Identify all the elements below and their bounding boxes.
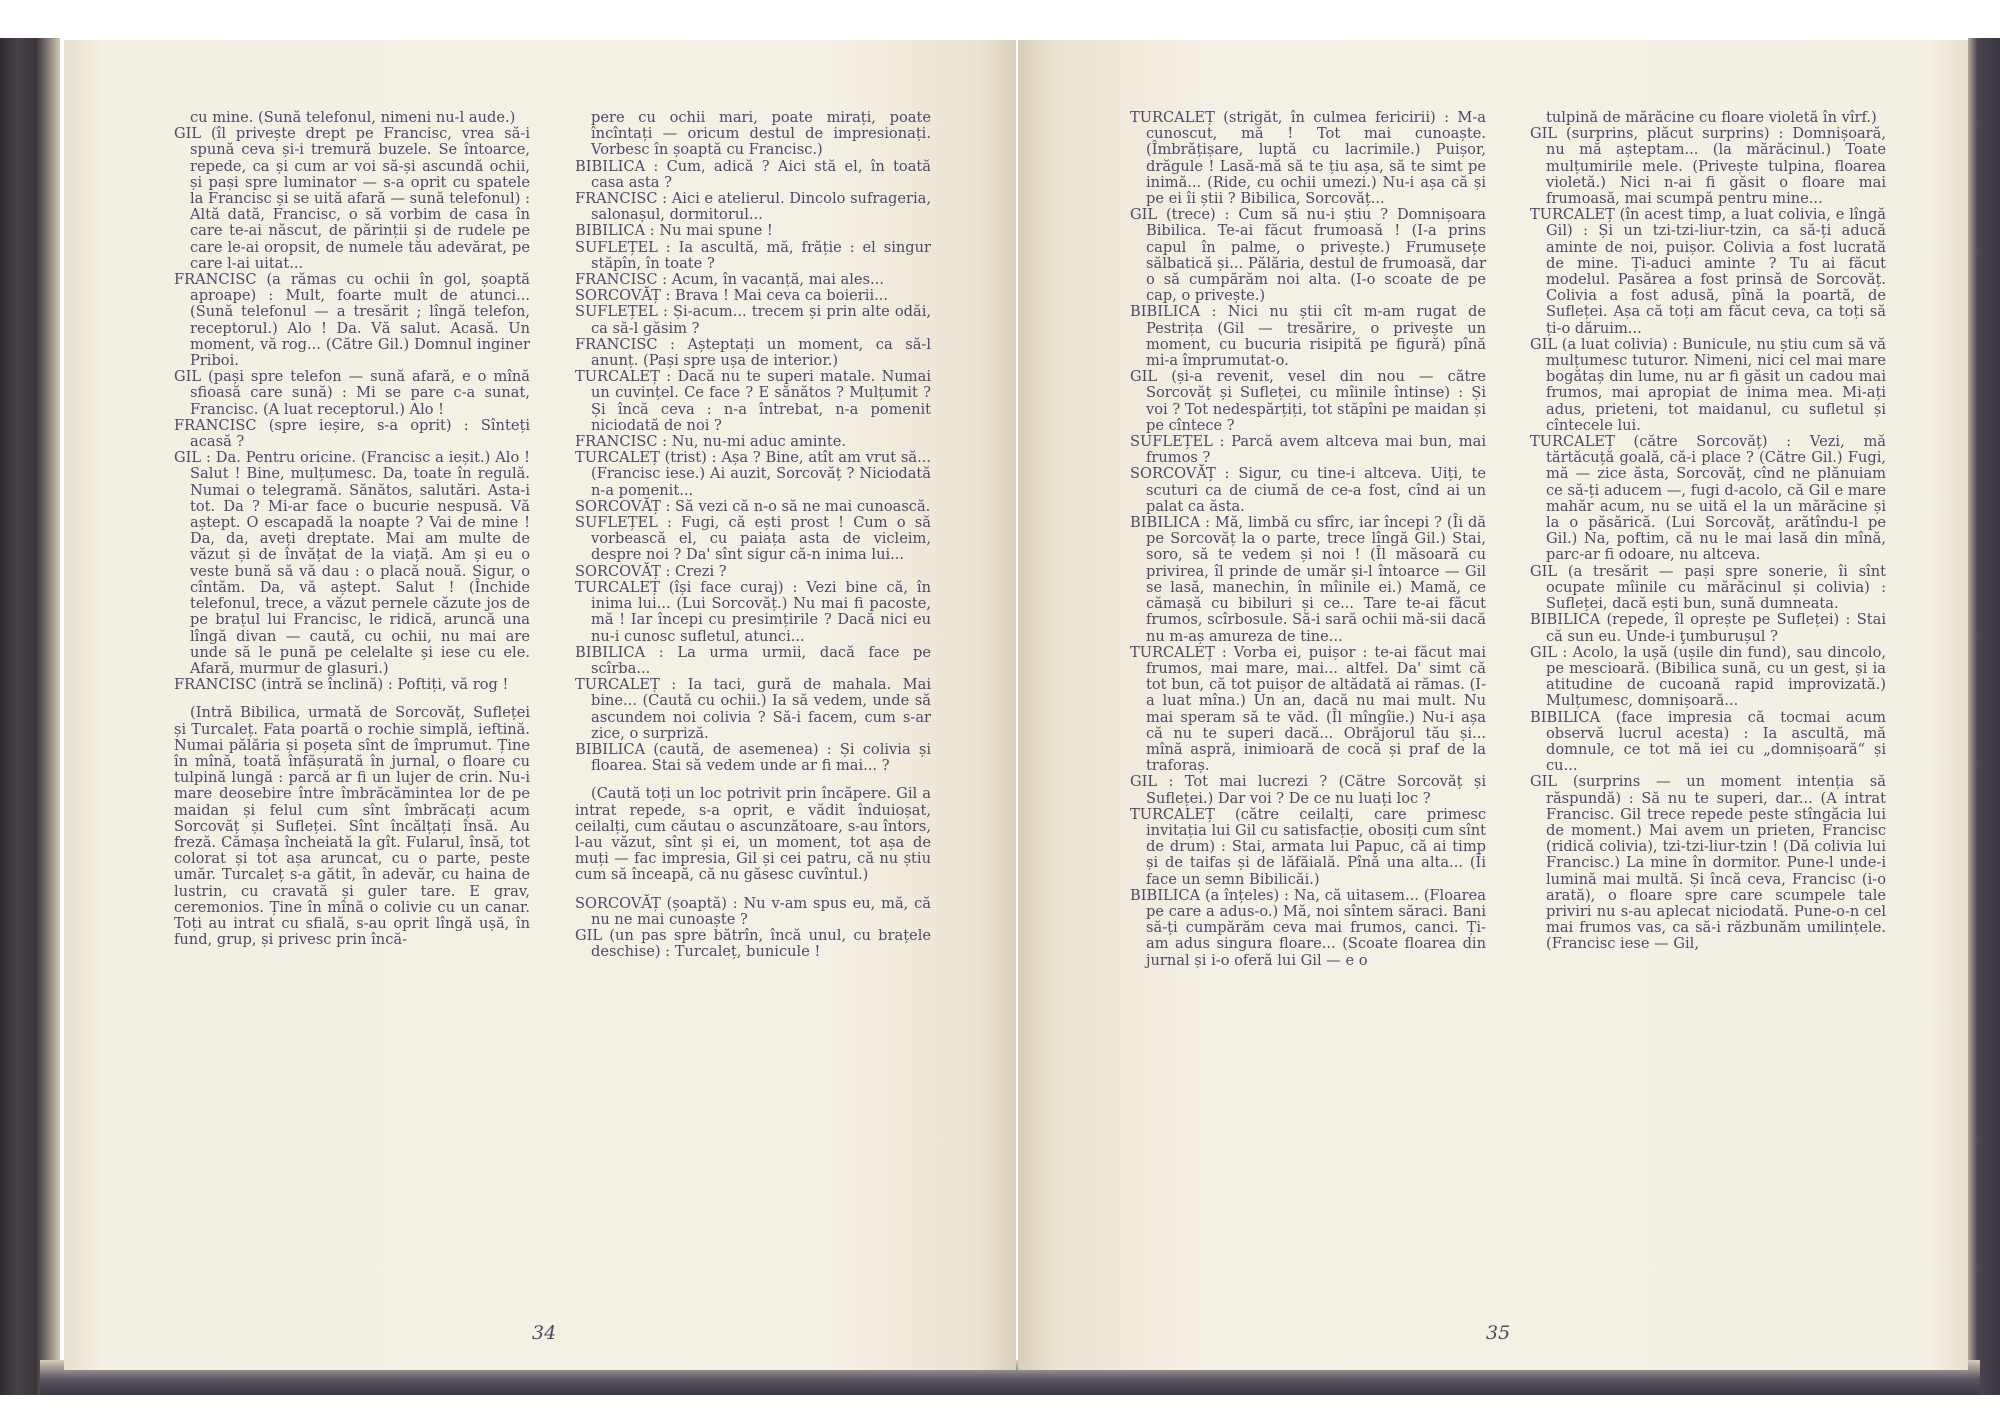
dialogue-line: BIBILICA : Nici nu știi cît m-am rugat de Pestrița (Gil — tresărire, o privește un moment, cu bucuria risipită pe figură) pînă mi-a împrumutat-o.: [1130, 303, 1486, 370]
dialogue-line: FRANCISC (intră se înclină) : Poftiți, vă rog !: [174, 676, 509, 694]
dialogue-line: GIL (pași spre telefon — sună afară, e o mînă sfioasă care sună) : Mi se pare c-a sunat, Francisc. (A luat receptorul.) Alo !: [174, 368, 530, 418]
dialogue-line: SORCOVĂȚ : Brava ! Mai ceva ca boierii...: [575, 287, 889, 305]
stage-direction: (Intră Bibilica, urmată de Sorcovăț, Sufleței și Turcaleț. Fata poartă o rochie simplă, ieftină. Numai pălăria și poșeta sînt de împrumut. Ține în mînă, toată înfășurată în jurnal, o floare cu tulpină lungă : parcă ar fi un lujer de crin. Nu-i mare deosebire între îmbrăcămintea lor de pe maidan și felul cum sînt îmbrăcați acum Sorcovăț și Sufleței. Sînt încălțați însă. Au freză. Cămașa încheiată la gît. Fularul, însă, tot colorat și tot așa aruncat, cu o parte, peste umăr. Turcaleț s-a gătit, în adevăr, cu haina de lustrin, cu cravată și guler tare. E grav, ceremonios. Ține în mînă o colivie cu un canar. Toți au intrat cu sfială, s-au oprit lîngă ușă, în fund, grup, și privesc prin încă-: [174, 704, 530, 949]
dialogue-line: GIL (un pas spre bătrîn, încă unul, cu brațele deschise) : Turcaleț, bunicule !: [575, 926, 931, 961]
dialogue-line: TURCALEȚ (către ceilalți, care primesc invitația lui Gil cu satisfacție, obosiți cum sînt de drum) : Stai, armata lui Papuc, că ai timp și de taifas și de lăfăială. Pînă una alta... (Îi face un semn Bibilicăi.): [1130, 805, 1486, 888]
dialogue-line: FRANCISC (spre ieșire, s-a oprit) : Sînteți acasă ?: [174, 416, 530, 451]
dialogue-line: TURCALEȚ : Dacă nu te superi matale. Numai un cuvințel. Ce face ? E sănătos ? Mulțumit ? Și încă ceva : n-a întrebat, n-a pomenit niciodată de noi ?: [575, 368, 931, 434]
book-cover-left-edge: [0, 38, 60, 1395]
dialogue-line: SORCOVĂȚ (șoaptă) : Nu v-am spus eu, mă, că nu ne mai cunoaște ?: [575, 894, 931, 928]
right-page-column-1: [1130, 110, 1486, 969]
dialogue-line: SORCOVĂȚ : Să vezi că n-o să ne mai cunoască.: [575, 497, 931, 515]
dialogue-line: TURCALEȚ (își face curaj) : Vezi bine că, în inima lui... (Lui Sorcovăț.) Nu mai fi pacoste, mă ! Iar începi cu presimțirile ? Dacă nici eu nu-i cunosc sufletul, atunci...: [575, 578, 931, 645]
left-page-column-1: [174, 110, 530, 960]
dialogue-line: GIL (a tresărit — pași spre sonerie, îi sînt ocupate mîinile cu mărăcinul și colivia) : Sufleței, dacă ești bun, sună dumneata.: [1530, 562, 1886, 613]
dialogue-line: FRANCISC : Aici e atelierul. Dincolo sufrageria, salonașul, dormitorul...: [575, 190, 931, 224]
dialogue-line: BIBILICA (caută, de asemenea) : Și colivia și floarea. Stai să vedem unde ar fi mai... ?: [575, 740, 931, 775]
dialogue-line: GIL (a luat colivia) : Bunicule, nu știu cum să vă mulțumesc tuturor. Nimeni, nici cel mai mare bogătaș din lume, nu ar fi găsit un cadou mai frumos, mai apropiat de inima mea. Mi-ați adus, prieteni, tot maidanul, cu sufletul și cîntecele lui.: [1530, 335, 1886, 434]
dialogue-line: BIBILICA : Nu mai spune !: [575, 222, 773, 240]
dialogue-line: TURCALEȚ (trist) : Așa ? Bine, atît am vrut să... (Francisc iese.) Ai auzit, Sorcovăț ? Niciodată n-a pomenit...: [575, 449, 931, 499]
dialogue-line: GIL (trece) : Cum să nu-i știu ? Domnișoara Bibilica. Te-ai făcut frumoasă ! (I-a prins capul în palme, o privește.) Frumusețe sălbatică și... Pălăria, destul de frumoasă, dar o să cumpărăm noi alta. (I-o scoate de pe cap, o privește.): [1130, 206, 1486, 305]
dialogue-line: BIBILICA (face impresia că tocmai acum observă lucrul acesta) : Ia ascultă, mă domnule, ce tot mă iei cu „domnișoară“ și cu...: [1530, 708, 1886, 775]
left-page-column-2: [575, 110, 931, 960]
dialogue-line: SORCOVĂȚ : Crezi ?: [575, 562, 727, 580]
dialogue-line: SUFLEȚEL : Fugi, că ești prost ! Cum o să vorbească el, cu paiața asta de vicleim, despre noi ? Da' sînt sigur că-n inima lui...: [575, 514, 931, 564]
dialogue-line: TURCALEȚ (în acest timp, a luat colivia, e lîngă Gil) : Și un tzi-tzi-liur-tzin, ca să-ți aducă aminte de noi, puișor. Colivia a fost lucrată de mine. Ți-aduci aminte ? Tu ai făcut modelul. Pasărea a fost prinsă de Sorcovăț. Colivia a fost adusă, pînă la poartă, de Sufleței. Așa că toți am făcut ceva, ca toți să ți-o dăruim...: [1530, 206, 1886, 337]
dialogue-line: SORCOVĂȚ : Sigur, cu tine-i altceva. Uiți, te scuturi ca de ciumă de ce-a fost, cînd ai un palat ca ăsta.: [1130, 465, 1486, 515]
dialogue-line: SUFLEȚEL : Ia ascultă, mă, frăție : el singur stăpîn, în toate ?: [575, 238, 931, 272]
dialogue-line: BIBILICA : Mă, limbă cu sfîrc, iar începi ? (Îi dă pe Sorcovăț la o parte, trece lîngă Gil.) Stai, soro, să te vedem și noi ! (Îl măsoară cu privirea, îl prinde de umăr și-l întoarce — Gil se lasă, manechin, în mîinile ei.) Mamă, ce cămașă cu bibiluri și ce... Tare te-ai făcut frumos, scîrbosule. Să-i sară ochii mă-sii dacă nu m-aș amureza de tine...: [1130, 514, 1486, 645]
dialogue-line: BIBILICA (a înțeles) : Na, că uitasem... (Floarea pe care a adus-o.) Mă, noi sîntem săraci. Bani să-ți cumpărăm ceva mai frumos, canci. Ți-am adus singura floare... (Scoate floarea din jurnal și i-o oferă lui Gil — e o: [1130, 886, 1486, 969]
dialogue-line: TURCALEȚ : Ia taci, gură de mahala. Mai bine... (Caută cu ochii.) Ia să vedem, unde să ascundem noi colivia ? Să-i facem, cum s-ar zice, o surpriză.: [575, 676, 931, 742]
dialogue-line: cu mine. (Sună telefonul, nimeni nu-l aude.): [190, 109, 516, 126]
dialogue-line: FRANCISC : Nu, nu-mi aduc aminte.: [575, 433, 847, 451]
stage-direction: (Caută toți un loc potrivit prin încăpere. Gil a intrat repede, s-a oprit, e vădit înduioșat, ceilalți, cum căutau o ascunzătoare, s-au întors, l-au văzut, sînt și ei, un moment, tot așa de muți — fac impresia, Gil și cei patru, că nu știu cum să înceapă, că nu găsesc cuvîntul.): [575, 785, 931, 884]
left-page: [64, 40, 1016, 1370]
dialogue-line: FRANCISC (a rămas cu ochii în gol, șoaptă aproape) : Mult, foarte mult de atunci... (Sună telefonul — a tresărit ; lîngă telefon, receptorul.) Alo ! Da. Vă salut. Acasă. Un moment, vă rog... (Către Gil.) Domnul inginer Priboi.: [174, 271, 530, 370]
dialogue-line: GIL (surprins, plăcut surprins) : Domnișoară, nu mă așteptam... (la mărăcinul.) Toate mulțumirile mele. (Privește tulpina, floarea violetă.) Nici n-ai fi găsit o floare mai frumoasă, mai scumpă pentru mine...: [1530, 125, 1886, 208]
dialogue-line: FRANCISC : Așteptați un moment, ca să-l anunț. (Pași spre ușa de interior.): [575, 335, 931, 370]
dialogue-line: pere cu ochii mari, poate mirați, poate încîntați — oricum destul de impresionați. Vorbesc în șoaptă cu Francisc.): [591, 109, 931, 159]
dialogue-line: GIL : Da. Pentru oricine. (Francisc a ieșit.) Alo ! Salut ! Bine, mulțumesc. Da, toate în regulă. Numai o telegramă. Sănătos, salutări. Asta-i tot. Da ? Mi-ar face o bucurie nespusă. Vă aștept. O escapadă la noapte ? Vai de mine ! Da, da, aveți dreptate. Mai am multe de văzut și de învățat de la viață. Am și eu o veste bună să vă dau : o placă nouă. Sigur, o cîntăm. Da, vă aștept. Salut ! (Închide telefonul, trece, a văzut pernele căzute jos de pe brațul lui Francisc, le ridică, aruncă una lîngă divan — caută, cu ochii, nu mai are unde să le pună pe celelalte și iese cu ele. Afară, murmur de glasuri.): [174, 449, 530, 677]
dialogue-line: FRANCISC : Acum, în vacanță, mai ales...: [575, 271, 884, 289]
dialogue-line: TURCALEȚ : Vorba ei, puișor : te-ai făcut mai frumos, mai mare, mai... altfel. Da' simt că tot bun, că tot puișor de altădată ai rămas. (I-a luat mîna.) Un an, dacă nu mai mult. Nu mai speram să te văd. (Îl mîngîie.) Nu-i așa că nu te superi dacă... Obrăjorul tău și... mînă aspră, inimioară de cocă și praf de la traforaș.: [1130, 643, 1486, 775]
dialogue-line: SUFLEȚEL : Parcă avem altceva mai bun, mai frumos ?: [1130, 433, 1486, 467]
dialogue-line: GIL : Acolo, la ușă (ușile din fund), sau dincolo, pe mescioară. (Bibilica sună, cu un gest, și ia atitudine de cucoană rapid improvizată.) Mulțumesc, domnișoară...: [1530, 643, 1886, 710]
dialogue-line: GIL (și-a revenit, vesel din nou — către Sorcovăț și Sufleței, cu mîinile întinse) : Și voi ? Tot nedespărțiți, tot stăpîni pe maidan și pe cîntece ?: [1130, 368, 1486, 434]
book-cover-right-edge: [1968, 38, 2000, 1395]
dialogue-line: tulpină de mărăcine cu floare violetă în vîrf.): [1546, 109, 1877, 126]
dialogue-line: GIL : Tot mai lucrezi ? (Către Sorcovăț și Sufleței.) Dar voi ? De ce nu luați loc ?: [1130, 773, 1486, 807]
dialogue-line: BIBILICA : La urma urmii, dacă face pe scîrba...: [575, 643, 931, 677]
dialogue-line: BIBILICA (repede, îl oprește pe Sufleței) : Stai că sun eu. Unde-i ţumburușul ?: [1530, 611, 1886, 645]
right-page-column-2: [1530, 110, 1886, 953]
right-page: [1018, 40, 1968, 1370]
dialogue-line: TURCALEȚ (strigăt, în culmea fericirii) : M-a cunoscut, mă ! Tot mai cunoaște. (Îmbrățișare, luptă cu lacrimile.) Puișor, drăgule ! Lasă-mă să te țiu așa, să te simt pe inimă... (Ride, cu ochii umezi.) Nu-i așa că și pe ei îi știi ? Bibilica, Sorcovăț...: [1130, 109, 1486, 208]
dialogue-line: TURCALEȚ (către Sorcovăț) : Vezi, mă tărtăcuță goală, că-i place ? (Către Gil.) Fugi, mă — zice ăsta, Sorcovăț, cînd ne plănuiam ce să-ți aducem —, fugi d-acolo, că Gil e mare mahăr acum, nu se uită el la un mărăcine și la o păsărică. (Lui Sorcovăț, arătîndu-l pe Gil.) Na, poftim, că nu le mai lasă din mînă, parc-ar fi odoare, nu altceva.: [1530, 433, 1886, 564]
page-number: 35: [1486, 1322, 1511, 1344]
dialogue-line: GIL (surprins — un moment intenția să răspundă) : Să nu te superi, dar... (A intrat Francisc. Gil trece repede peste stîngăcia lui de moment.) Mai avem un prieten, Francisc (ridică colivia), tzi-tzi-liur-tzin ! (Dă colivia lui Francisc.) La mine în dormitor. Pune-l unde-i lumină mai multă. Și încă ceva, Francisc (i-o arată), o floare spre care scumpele tale priviri nu s-au aplecat niciodată. Pune-o-n cel mai frumos vas, ca să-i răzbunăm umilințele. (Francisc iese — Gil,: [1530, 773, 1886, 953]
dialogue-line: SUFLEȚEL : Și-acum... trecem și prin alte odăi, ca să-l găsim ?: [575, 303, 931, 337]
dialogue-line: GIL (îl privește drept pe Francisc, vrea să-i spună ceva și-i tremură buzele. Se întoarce, repede, ca și cum ar voi să-și ascundă ochii, și pași spre luminator — s-a oprit cu spatele la Francisc și se uită afară — sună telefonul) : Altă dată, Francisc, o să vorbim de casa în care te-ai născut, de părinții și de rudele pe care le-ai oropsit, de numele tău adevărat, pe care l-ai uitat...: [174, 125, 530, 272]
dialogue-line: BIBILICA : Cum, adică ? Aici stă el, în toată casa asta ?: [575, 157, 931, 191]
page-number: 34: [532, 1322, 557, 1344]
